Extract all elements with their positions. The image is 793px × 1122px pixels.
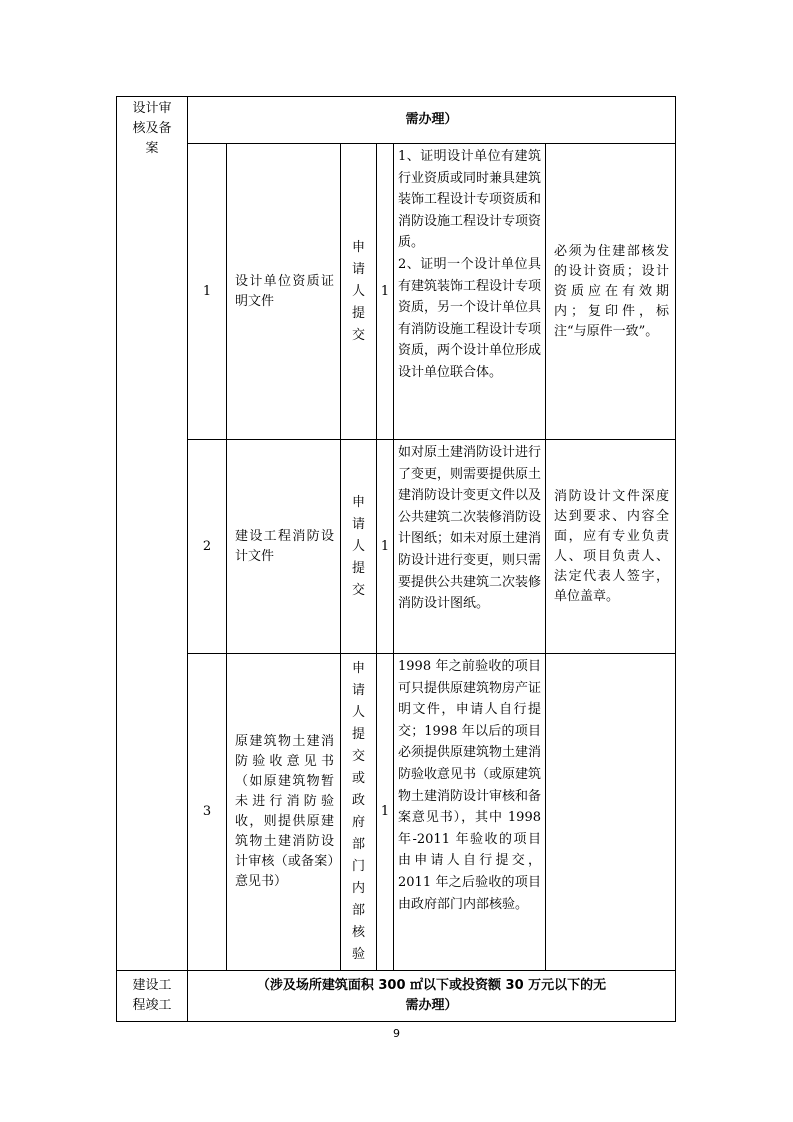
remark-text: 必须为住建部核发的设计资质；设计资质应在有效期内；复印件，标注“与原件一致”。 bbox=[546, 144, 676, 440]
submission-source bbox=[341, 440, 377, 654]
source-char: 提 bbox=[351, 560, 365, 576]
requirement-text: 1998 年之前验收的项目可只提供原建筑物房产证明文件，申请人自行提交；1998 年以后的项目必须提供原建筑物土建消防验收意见书（或原建筑物土建消防设计审核和备案意见书），其中 1998 年-2011 年验收的项目由申请人自行提交，2011 年之后验收的项目由政府部门内部核验。 bbox=[394, 654, 546, 971]
remark-text bbox=[546, 654, 676, 971]
source-char: 内 bbox=[351, 881, 365, 896]
table-row bbox=[117, 144, 676, 440]
row-number: 2 bbox=[188, 440, 227, 654]
source-char: 交 bbox=[351, 582, 365, 598]
source-char: 政 bbox=[351, 793, 365, 808]
source-char: 提 bbox=[351, 727, 365, 742]
source-char: 人 bbox=[351, 705, 365, 720]
source-char: 申 bbox=[351, 239, 365, 255]
source-char: 部 bbox=[351, 837, 365, 852]
row-number: 3 bbox=[188, 654, 227, 971]
source-char: 门 bbox=[351, 859, 365, 874]
source-char: 验 bbox=[351, 947, 365, 962]
source-char: 申 bbox=[351, 494, 365, 510]
section-header-line: 需办理） bbox=[405, 998, 458, 1013]
submission-source bbox=[341, 654, 377, 971]
source-char: 交 bbox=[351, 749, 365, 764]
copies-count: 1 bbox=[377, 654, 394, 971]
source-char: 交 bbox=[351, 327, 365, 343]
document-name: 原建筑物土建消防验收意见书（如原建筑物暂未进行消防验收，则提供原建筑物土建消防设计审核（或备案）意见书） bbox=[227, 654, 341, 971]
source-char: 申 bbox=[351, 661, 365, 676]
table-row bbox=[117, 654, 676, 971]
source-char: 或 bbox=[351, 771, 365, 786]
source-char: 请 bbox=[351, 516, 365, 532]
source-char: 部 bbox=[351, 903, 365, 918]
section-label-design-review: 设计审 核及备 案 bbox=[117, 97, 188, 971]
source-char: 请 bbox=[351, 261, 365, 277]
source-char: 请 bbox=[351, 683, 365, 698]
source-char: 核 bbox=[351, 925, 365, 940]
section-header-completion bbox=[188, 971, 676, 1022]
submission-source bbox=[341, 144, 377, 440]
remark-text: 消防设计文件深度达到要求、内容全面，应有专业负责人、项目负责人、法定代表人签字，单位盖章。 bbox=[546, 440, 676, 654]
source-char: 府 bbox=[351, 815, 365, 830]
requirement-text: 如对原土建消防设计进行了变更，则需要提供原土建消防设计变更文件以及公共建筑二次装修消防设计图纸；如未对原土建消防设计进行变更，则只需要提供公共建筑二次装修消防设计图纸。 bbox=[394, 440, 546, 654]
document-name: 建设工程消防设计文件 bbox=[227, 440, 341, 654]
document-name: 设计单位资质证明文件 bbox=[227, 144, 341, 440]
copies-count: 1 bbox=[377, 440, 394, 654]
table-row bbox=[117, 440, 676, 654]
section-header-line: （涉及场所建筑面积 300 ㎡以下或投资额 30 万元以下的无 bbox=[256, 978, 607, 993]
section-label-completion: 建设工 程竣工 bbox=[117, 971, 188, 1022]
section-header-design-review: 需办理） bbox=[188, 97, 676, 144]
source-char: 人 bbox=[351, 538, 365, 554]
source-char: 人 bbox=[351, 283, 365, 299]
source-char: 提 bbox=[351, 305, 365, 321]
requirement-text: 1、证明设计单位有建筑行业资质或同时兼具建筑装饰工程设计专项资质和消防设施工程设计专项资质。 2、证明一个设计单位具有建筑装饰工程设计专项资质，另一个设计单位具有消防设施工程设计专项资质，两个设计单位形成设计单位联合体。 bbox=[394, 144, 546, 440]
page-number: 9 bbox=[393, 1027, 400, 1040]
copies-count: 1 bbox=[377, 144, 394, 440]
requirements-table bbox=[116, 96, 676, 1022]
row-number: 1 bbox=[188, 144, 227, 440]
